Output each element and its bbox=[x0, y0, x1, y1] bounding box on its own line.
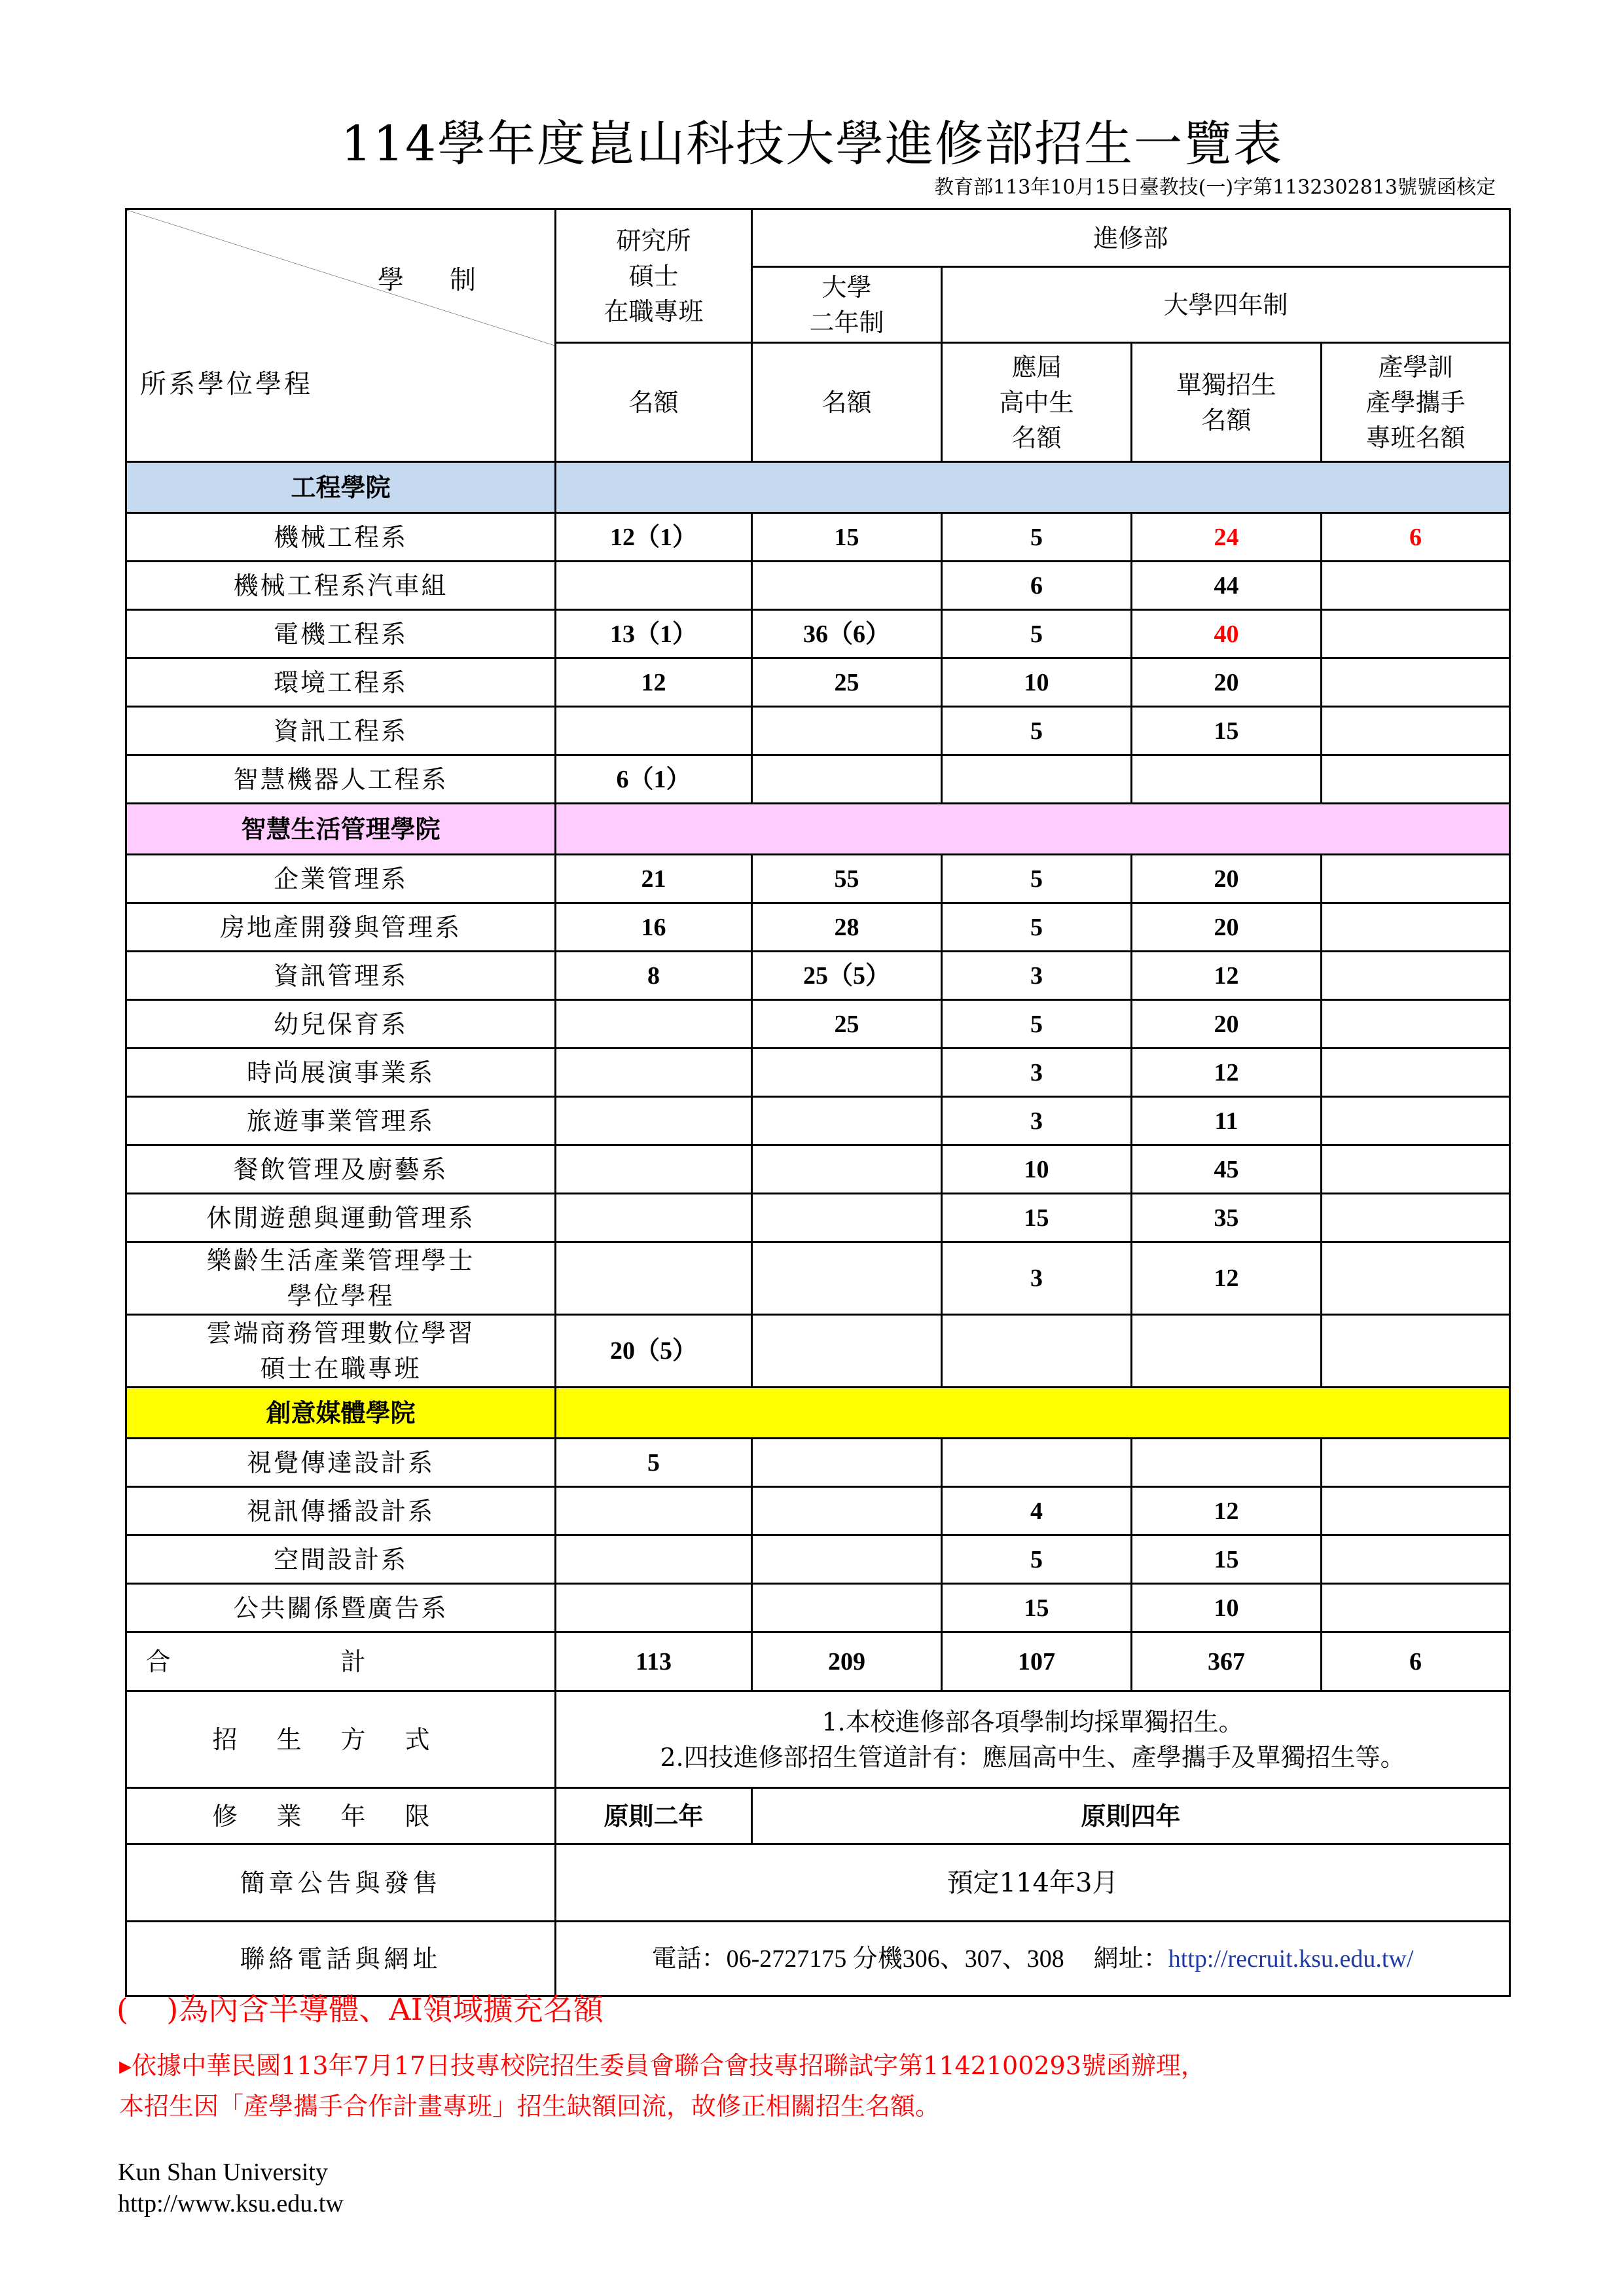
quota-industry bbox=[1322, 1145, 1510, 1194]
header-industry-quota: 產學訓 產學攜手 專班名額 bbox=[1322, 343, 1510, 462]
quota-hs: 5 bbox=[942, 707, 1132, 755]
quota-hs: 4 bbox=[942, 1487, 1132, 1535]
quota-independent: 11 bbox=[1132, 1097, 1322, 1145]
department-row bbox=[126, 755, 1510, 804]
quota-independent bbox=[1132, 755, 1322, 804]
header-department-label: 所系學位學程 bbox=[140, 369, 313, 399]
quota-two-year bbox=[752, 1315, 942, 1388]
department-name: 公共關係暨廣告系 bbox=[126, 1584, 556, 1632]
quota-industry bbox=[1322, 855, 1510, 903]
contact-url-link[interactable]: http://recruit.ksu.edu.tw/ bbox=[1168, 1945, 1414, 1973]
quota-hs: 5 bbox=[942, 855, 1132, 903]
contact-label: 聯絡電話與網址 bbox=[126, 1922, 556, 1996]
header-two-year-quota: 名額 bbox=[752, 343, 942, 462]
duration-grad: 原則二年 bbox=[556, 1788, 752, 1844]
quota-grad bbox=[556, 1487, 752, 1535]
quota-two-year: 25 bbox=[752, 1000, 942, 1049]
quota-two-year bbox=[752, 1584, 942, 1632]
quota-industry bbox=[1322, 658, 1510, 707]
department-row bbox=[126, 1315, 1510, 1388]
quota-hs bbox=[942, 1315, 1132, 1388]
quota-independent: 12 bbox=[1132, 1242, 1322, 1315]
quota-grad: 6（1） bbox=[556, 755, 752, 804]
quota-independent: 10 bbox=[1132, 1584, 1322, 1632]
department-row bbox=[126, 1194, 1510, 1242]
quota-two-year bbox=[752, 1242, 942, 1315]
quota-industry bbox=[1322, 755, 1510, 804]
quota-industry bbox=[1322, 1315, 1510, 1388]
quota-industry bbox=[1322, 707, 1510, 755]
quota-two-year bbox=[752, 1487, 942, 1535]
quota-industry bbox=[1322, 1242, 1510, 1315]
college-name: 智慧生活管理學院 bbox=[126, 804, 556, 855]
quota-hs: 6 bbox=[942, 562, 1132, 610]
quota-industry bbox=[1322, 952, 1510, 1000]
page-title: 114學年度崑山科技大學進修部招生一覽表 bbox=[340, 116, 1284, 172]
quota-independent: 15 bbox=[1132, 1535, 1322, 1584]
header-graduate: 研究所 碩士 在職專班 bbox=[556, 209, 752, 343]
quota-hs: 3 bbox=[942, 952, 1132, 1000]
quota-independent: 20 bbox=[1132, 855, 1322, 903]
quota-hs bbox=[942, 755, 1132, 804]
department-name: 旅遊事業管理系 bbox=[126, 1097, 556, 1145]
quota-grad bbox=[556, 1097, 752, 1145]
quota-hs: 5 bbox=[942, 610, 1132, 658]
department-row bbox=[126, 610, 1510, 658]
department-name: 休閒遊憩與運動管理系 bbox=[126, 1194, 556, 1242]
quota-grad: 12（1） bbox=[556, 513, 752, 562]
brochure-label: 簡章公告與發售 bbox=[126, 1844, 556, 1922]
department-name: 房地產開發與管理系 bbox=[126, 903, 556, 952]
method-line-2: 2.四技進修部招生管道計有：應屆高中生、產學攜手及單獨招生等。 bbox=[660, 1742, 1405, 1772]
total-grad: 113 bbox=[556, 1632, 752, 1691]
quota-industry bbox=[1322, 1097, 1510, 1145]
duration-label: 修業年限 bbox=[126, 1788, 556, 1844]
quota-hs: 15 bbox=[942, 1584, 1132, 1632]
quota-industry bbox=[1322, 1487, 1510, 1535]
quota-hs: 10 bbox=[942, 1145, 1132, 1194]
duration-other: 原則四年 bbox=[752, 1788, 1510, 1844]
total-hs: 107 bbox=[942, 1632, 1132, 1691]
quota-two-year: 55 bbox=[752, 855, 942, 903]
quota-industry bbox=[1322, 1439, 1510, 1487]
total-independent: 367 bbox=[1132, 1632, 1322, 1691]
contact-row bbox=[126, 1922, 1510, 1996]
quota-independent: 12 bbox=[1132, 1487, 1322, 1535]
quota-hs: 5 bbox=[942, 1535, 1132, 1584]
header-grad-quota: 名額 bbox=[556, 343, 752, 462]
quota-two-year bbox=[752, 1194, 942, 1242]
brochure-value: 預定114年3月 bbox=[556, 1844, 1510, 1922]
department-name: 視訊傳播設計系 bbox=[126, 1487, 556, 1535]
quota-grad bbox=[556, 1584, 752, 1632]
quota-hs: 15 bbox=[942, 1194, 1132, 1242]
quota-two-year bbox=[752, 562, 942, 610]
quota-independent: 20 bbox=[1132, 658, 1322, 707]
quota-grad bbox=[556, 1535, 752, 1584]
quota-grad bbox=[556, 707, 752, 755]
department-row bbox=[126, 562, 1510, 610]
brochure-row bbox=[126, 1844, 1510, 1922]
quota-two-year bbox=[752, 1439, 942, 1487]
department-name: 機械工程系 bbox=[126, 513, 556, 562]
method-label: 招生方式 bbox=[126, 1691, 556, 1788]
department-name: 機械工程系汽車組 bbox=[126, 562, 556, 610]
college-row bbox=[126, 1388, 1510, 1439]
department-name: 餐飲管理及廚藝系 bbox=[126, 1145, 556, 1194]
quota-grad: 5 bbox=[556, 1439, 752, 1487]
department-name: 智慧機器人工程系 bbox=[126, 755, 556, 804]
quota-industry bbox=[1322, 1194, 1510, 1242]
department-row bbox=[126, 855, 1510, 903]
quota-two-year: 15 bbox=[752, 513, 942, 562]
quota-grad: 20（5） bbox=[556, 1315, 752, 1388]
quota-independent: 20 bbox=[1132, 1000, 1322, 1049]
department-name: 環境工程系 bbox=[126, 658, 556, 707]
quota-independent: 15 bbox=[1132, 707, 1322, 755]
quota-industry bbox=[1322, 903, 1510, 952]
quota-independent: 44 bbox=[1132, 562, 1322, 610]
department-row bbox=[126, 1097, 1510, 1145]
department-name: 電機工程系 bbox=[126, 610, 556, 658]
contact-url-label: 網址： bbox=[1093, 1945, 1168, 1973]
quota-two-year bbox=[752, 1145, 942, 1194]
footer bbox=[118, 2157, 344, 2219]
footer-website[interactable]: http://www.ksu.edu.tw bbox=[118, 2190, 344, 2217]
quota-grad: 16 bbox=[556, 903, 752, 952]
contact-phone: 電話：06-2727175 分機306、307、308 bbox=[651, 1945, 1064, 1973]
college-row bbox=[126, 804, 1510, 855]
department-row bbox=[126, 952, 1510, 1000]
header-continuing: 進修部 bbox=[752, 209, 1510, 267]
quota-industry: 6 bbox=[1322, 513, 1510, 562]
header-two-year: 大學 二年制 bbox=[752, 267, 942, 343]
department-row bbox=[126, 1535, 1510, 1584]
department-name: 資訊工程系 bbox=[126, 707, 556, 755]
department-row bbox=[126, 658, 1510, 707]
college-band bbox=[556, 804, 1510, 855]
department-name: 樂齡生活產業管理學士 學位學程 bbox=[126, 1242, 556, 1315]
quota-grad: 13（1） bbox=[556, 610, 752, 658]
quota-two-year: 25（5） bbox=[752, 952, 942, 1000]
department-name: 視覺傳達設計系 bbox=[126, 1439, 556, 1487]
header-four-year: 大學四年制 bbox=[942, 267, 1510, 343]
department-row bbox=[126, 1487, 1510, 1535]
quota-independent: 24 bbox=[1132, 513, 1322, 562]
quota-hs: 5 bbox=[942, 903, 1132, 952]
department-row bbox=[126, 1242, 1510, 1315]
quota-independent: 12 bbox=[1132, 1049, 1322, 1097]
quota-grad bbox=[556, 1049, 752, 1097]
quota-industry bbox=[1322, 1535, 1510, 1584]
admissions-table bbox=[125, 208, 1511, 1997]
quota-industry bbox=[1322, 1584, 1510, 1632]
quota-industry bbox=[1322, 562, 1510, 610]
quota-hs bbox=[942, 1439, 1132, 1487]
quota-two-year bbox=[752, 707, 942, 755]
college-row bbox=[126, 462, 1510, 513]
header-independent-quota: 單獨招生 名額 bbox=[1132, 343, 1322, 462]
department-name: 空間設計系 bbox=[126, 1535, 556, 1584]
header-diagonal-cell bbox=[126, 209, 556, 462]
quota-industry bbox=[1322, 1049, 1510, 1097]
revision-note: ▸依據中華民國113年7月17日技專校院招生委員會聯合會技專招聯試字第1142100293號函辦理， 本招生因「產學攜手合作計畫專班」招生缺額回流，故修正相關招生名額。 bbox=[119, 2051, 1206, 2121]
college-band bbox=[556, 1388, 1510, 1439]
quota-independent bbox=[1132, 1315, 1322, 1388]
header-hs-quota: 應屆 高中生 名額 bbox=[942, 343, 1132, 462]
header-system-label: 學制 bbox=[378, 265, 522, 295]
quota-two-year bbox=[752, 1049, 942, 1097]
college-band bbox=[556, 462, 1510, 513]
totals-label: 合計 bbox=[126, 1632, 556, 1691]
total-industry: 6 bbox=[1322, 1632, 1510, 1691]
duration-row bbox=[126, 1788, 1510, 1844]
quota-hs: 3 bbox=[942, 1097, 1132, 1145]
quota-independent: 35 bbox=[1132, 1194, 1322, 1242]
department-row bbox=[126, 1439, 1510, 1487]
totals-row bbox=[126, 1632, 1510, 1691]
department-name: 資訊管理系 bbox=[126, 952, 556, 1000]
quota-grad bbox=[556, 1242, 752, 1315]
quota-hs: 3 bbox=[942, 1049, 1132, 1097]
department-row bbox=[126, 707, 1510, 755]
quota-independent bbox=[1132, 1439, 1322, 1487]
quota-hs: 5 bbox=[942, 1000, 1132, 1049]
quota-two-year bbox=[752, 1535, 942, 1584]
quota-hs: 10 bbox=[942, 658, 1132, 707]
method-row bbox=[126, 1691, 1510, 1788]
quota-grad bbox=[556, 1000, 752, 1049]
department-row bbox=[126, 1049, 1510, 1097]
quota-independent: 45 bbox=[1132, 1145, 1322, 1194]
quota-industry bbox=[1322, 1000, 1510, 1049]
quota-independent: 20 bbox=[1132, 903, 1322, 952]
contact-value bbox=[556, 1922, 1510, 1996]
quota-independent: 12 bbox=[1132, 952, 1322, 1000]
quota-grad: 8 bbox=[556, 952, 752, 1000]
department-row bbox=[126, 1584, 1510, 1632]
department-name: 企業管理系 bbox=[126, 855, 556, 903]
quota-two-year: 25 bbox=[752, 658, 942, 707]
quota-two-year bbox=[752, 1097, 942, 1145]
quota-grad: 12 bbox=[556, 658, 752, 707]
method-line-1: 1.本校進修部各項學制均採單獨招生。 bbox=[821, 1707, 1244, 1736]
department-row bbox=[126, 1000, 1510, 1049]
quota-grad bbox=[556, 1194, 752, 1242]
quota-two-year: 28 bbox=[752, 903, 942, 952]
quota-independent: 40 bbox=[1132, 610, 1322, 658]
quota-grad bbox=[556, 562, 752, 610]
approval-notice: 教育部113年10月15日臺教技(一)字第1132302813號號函核定 bbox=[934, 176, 1496, 199]
parenthesis-note: ( )為內含半導體、AI領域擴充名額 bbox=[117, 1992, 604, 2027]
quota-grad bbox=[556, 1145, 752, 1194]
department-row bbox=[126, 903, 1510, 952]
quota-grad: 21 bbox=[556, 855, 752, 903]
department-name: 雲端商務管理數位學習 碩士在職專班 bbox=[126, 1315, 556, 1388]
total-two-year: 209 bbox=[752, 1632, 942, 1691]
footer-university: Kun Shan University bbox=[118, 2159, 328, 2186]
quota-hs: 5 bbox=[942, 513, 1132, 562]
department-name: 幼兒保育系 bbox=[126, 1000, 556, 1049]
department-row bbox=[126, 1145, 1510, 1194]
diagonal-line bbox=[127, 210, 554, 461]
quota-industry bbox=[1322, 610, 1510, 658]
college-name: 創意媒體學院 bbox=[126, 1388, 556, 1439]
quota-two-year: 36（6） bbox=[752, 610, 942, 658]
quota-two-year bbox=[752, 755, 942, 804]
method-text bbox=[556, 1691, 1510, 1788]
department-name: 時尚展演事業系 bbox=[126, 1049, 556, 1097]
quota-hs: 3 bbox=[942, 1242, 1132, 1315]
college-name: 工程學院 bbox=[126, 462, 556, 513]
department-row bbox=[126, 513, 1510, 562]
